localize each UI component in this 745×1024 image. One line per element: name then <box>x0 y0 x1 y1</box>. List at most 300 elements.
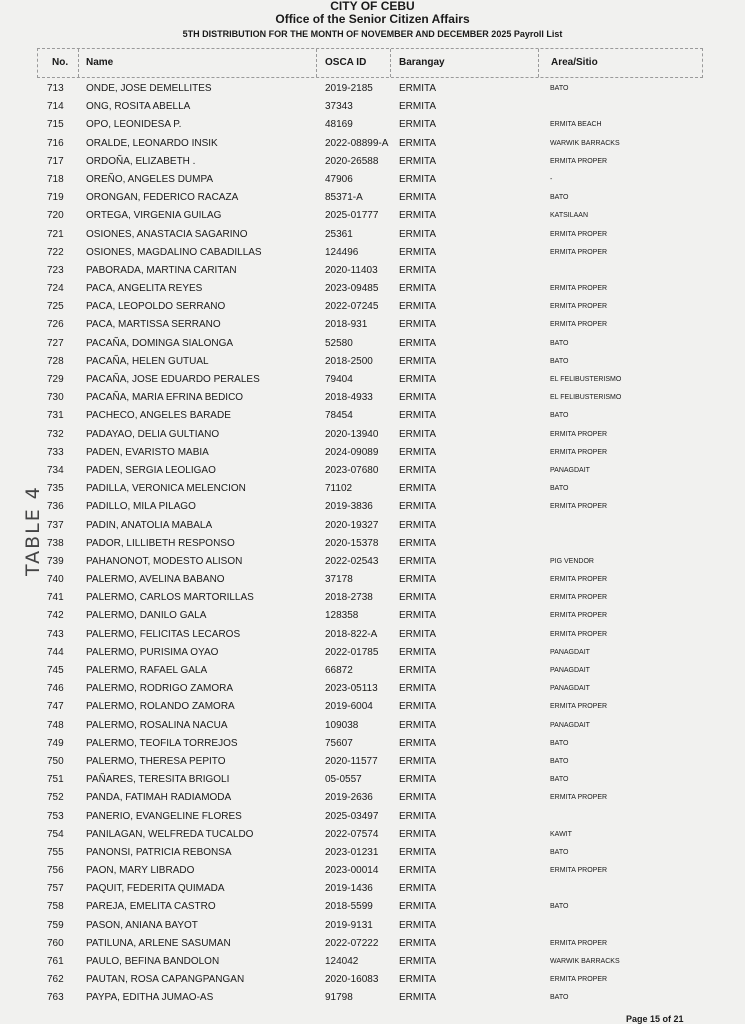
table-row <box>0 280 745 298</box>
office-title: Office of the Senior Citizen Affairs <box>275 12 470 26</box>
senior-name: PACAÑA, MARIA EFRINA BEDICO <box>86 392 244 404</box>
row-number: 755 <box>47 846 64 858</box>
area-sitio: BATO <box>550 357 569 365</box>
area-sitio: EL FELIBUSTERISMO <box>550 394 622 402</box>
table-row <box>0 571 745 589</box>
senior-name: PADILLA, VERONICA MELENCION <box>86 483 246 495</box>
osca-id: 109038 <box>325 719 359 731</box>
column-header-area: Area/Sitio <box>551 57 598 68</box>
barangay: ERMITA <box>399 83 437 94</box>
row-number: 750 <box>47 755 64 767</box>
table-row <box>0 917 745 935</box>
table-row <box>0 426 745 444</box>
osca-id: 2018-5599 <box>325 901 373 913</box>
row-number: 733 <box>47 446 64 458</box>
osca-id: 91798 <box>325 992 353 1004</box>
table-row <box>0 353 745 371</box>
barangay: ERMITA <box>399 937 437 949</box>
area-sitio: - <box>550 175 553 183</box>
document-subtitle: 5TH DISTRIBUTION FOR THE MONTH OF NOVEMBER AND DECEMBER 2025 Payroll List <box>182 29 563 39</box>
column-header-barangay: Barangay <box>399 57 445 68</box>
osca-id: 2022-08899-A <box>325 137 389 149</box>
senior-name: ONDE, JOSE DEMELLITES <box>86 83 212 94</box>
osca-id: 2018-931 <box>325 319 368 331</box>
table-row <box>0 880 745 898</box>
senior-name: ORDOÑA, ELIZABETH . <box>86 155 196 167</box>
row-number: 762 <box>47 974 64 986</box>
senior-name: PANERIO, EVANGELINE FLORES <box>86 810 242 822</box>
table-row <box>0 80 745 98</box>
osca-id: 2023-05113 <box>325 683 378 695</box>
table-row <box>0 498 745 516</box>
area-sitio: ERMITA PROPER <box>550 503 608 511</box>
senior-name: PALERMO, FELICITAS LECAROS <box>86 628 241 640</box>
senior-name: PACA, ANGELITA REYES <box>86 283 203 295</box>
area-sitio: KATSILAAN <box>550 212 588 220</box>
osca-id: 2023-00014 <box>325 865 379 877</box>
table-row <box>0 735 745 753</box>
area-sitio: ERMITA PROPER <box>550 157 608 165</box>
senior-name: PADOR, LILLIBETH RESPONSO <box>86 537 235 549</box>
osca-id: 25361 <box>325 228 353 240</box>
row-number: 757 <box>47 883 64 895</box>
barangay: ERMITA <box>399 337 437 349</box>
senior-name: ORONGAN, FEDERICO RACAZA <box>86 192 239 204</box>
osca-id: 48169 <box>325 119 353 131</box>
osca-id: 2023-07680 <box>325 464 379 476</box>
osca-id: 37343 <box>325 101 353 113</box>
osca-id: 2025-01777 <box>325 210 379 222</box>
table-row <box>0 153 745 171</box>
area-sitio: PANAGDAIT <box>550 466 590 474</box>
table-row <box>0 680 745 698</box>
row-number: 741 <box>47 592 64 604</box>
row-number: 740 <box>47 574 64 586</box>
payroll-table-body <box>0 80 745 1008</box>
row-number: 713 <box>47 83 64 94</box>
table-row <box>0 226 745 244</box>
osca-id: 78454 <box>325 410 353 422</box>
osca-id: 128358 <box>325 610 359 622</box>
area-sitio: ERMITA PROPER <box>550 794 608 802</box>
senior-name: PAQUIT, FEDERITA QUIMADA <box>86 883 225 895</box>
barangay: ERMITA <box>399 173 437 185</box>
table-row <box>0 589 745 607</box>
table-row <box>0 135 745 153</box>
area-sitio: BATO <box>550 339 569 347</box>
barangay: ERMITA <box>399 374 437 385</box>
row-number: 719 <box>47 192 64 204</box>
osca-id: 124042 <box>325 956 359 967</box>
osca-id: 2020-16083 <box>325 974 379 986</box>
row-number: 734 <box>47 464 64 476</box>
barangay: ERMITA <box>399 446 437 458</box>
senior-name: PALERMO, RODRIGO ZAMORA <box>86 683 234 695</box>
senior-name: PADILLO, MILA PILAGO <box>86 501 196 513</box>
table-row <box>0 407 745 425</box>
osca-id: 2022-02543 <box>325 555 379 567</box>
area-sitio: ERMITA PROPER <box>550 430 608 438</box>
barangay: ERMITA <box>399 755 437 767</box>
area-sitio: ERMITA PROPER <box>550 867 608 875</box>
table-row <box>0 898 745 916</box>
area-sitio: BATO <box>550 848 569 856</box>
row-number: 720 <box>47 210 64 222</box>
area-sitio: ERMITA BEACH <box>550 121 602 129</box>
row-number: 743 <box>47 628 64 640</box>
barangay: ERMITA <box>399 865 437 877</box>
osca-id: 2018-2738 <box>325 592 373 604</box>
barangay: ERMITA <box>399 901 437 913</box>
senior-name: PANILAGAN, WELFREDA TUCALDO <box>86 828 254 840</box>
row-number: 749 <box>47 737 64 749</box>
senior-name: PALERMO, AVELINA BABANO <box>86 574 225 586</box>
table-row <box>0 389 745 407</box>
senior-name: ORTEGA, VIRGENIA GUILAG <box>86 210 222 222</box>
senior-name: PALERMO, THERESA PEPITO <box>86 755 226 767</box>
table-row <box>0 262 745 280</box>
senior-name: PACAÑA, DOMINGA SIALONGA <box>86 337 234 349</box>
area-sitio: ERMITA PROPER <box>550 612 608 620</box>
table-row <box>0 553 745 571</box>
table-row <box>0 116 745 134</box>
table-row <box>0 953 745 971</box>
area-sitio: BATO <box>550 412 569 420</box>
senior-name: PATILUNA, ARLENE SASUMAN <box>86 937 231 949</box>
senior-name: PALERMO, DANILO GALA <box>86 610 207 622</box>
area-sitio: ERMITA PROPER <box>550 576 608 584</box>
column-header-no: No. <box>52 57 69 68</box>
row-number: 732 <box>47 428 64 440</box>
senior-name: PAYPA, EDITHA JUMAO-AS <box>86 992 214 1004</box>
barangay: ERMITA <box>399 210 437 222</box>
barangay: ERMITA <box>399 119 437 131</box>
senior-name: ONG, ROSITA ABELLA <box>86 101 191 113</box>
area-sitio: ERMITA PROPER <box>550 939 608 947</box>
osca-id: 2023-09485 <box>325 283 379 295</box>
table-row <box>0 517 745 535</box>
senior-name: PAON, MARY LIBRADO <box>86 865 195 877</box>
table-row <box>0 644 745 662</box>
senior-name: PANDA, FATIMAH RADIAMODA <box>86 792 232 804</box>
osca-id: 2019-2185 <box>325 83 373 94</box>
area-sitio: EL FELIBUSTERISMO <box>550 376 622 383</box>
barangay: ERMITA <box>399 137 437 149</box>
senior-name: OPO, LEONIDESA P. <box>86 119 182 131</box>
row-number: 761 <box>47 956 64 967</box>
osca-id: 2020-11577 <box>325 755 378 767</box>
area-sitio: ERMITA PROPER <box>550 976 608 984</box>
table-row <box>0 662 745 680</box>
table-row <box>0 480 745 498</box>
osca-id: 2025-03497 <box>325 810 379 822</box>
osca-id: 75607 <box>325 737 353 749</box>
table-row <box>0 826 745 844</box>
osca-id: 37178 <box>325 574 353 586</box>
area-sitio: PANAGDAIT <box>550 685 590 693</box>
row-number: 760 <box>47 937 64 949</box>
row-number: 745 <box>47 665 64 676</box>
barangay: ERMITA <box>399 355 437 367</box>
senior-name: PALERMO, ROSALINA NACUA <box>86 719 228 731</box>
osca-id: 2023-01231 <box>325 846 379 858</box>
barangay: ERMITA <box>399 956 437 967</box>
area-sitio: BATO <box>550 903 569 911</box>
senior-name: PACA, LEOPOLDO SERRANO <box>86 301 226 313</box>
area-sitio: KAWIT <box>550 830 572 838</box>
area-sitio: BATO <box>550 994 569 1002</box>
senior-name: PALERMO, CARLOS MARTORILLAS <box>86 592 254 604</box>
barangay: ERMITA <box>399 628 437 640</box>
senior-name: PALERMO, PURISIMA OYAO <box>86 646 219 658</box>
row-number: 746 <box>47 683 64 695</box>
barangay: ERMITA <box>399 483 437 495</box>
table-row <box>0 244 745 262</box>
barangay: ERMITA <box>399 774 437 786</box>
barangay: ERMITA <box>399 792 437 804</box>
osca-id: 71102 <box>325 483 353 495</box>
osca-id: 2020-11403 <box>325 264 378 276</box>
row-number: 738 <box>47 537 64 549</box>
osca-id: 2019-3836 <box>325 501 373 513</box>
table-row <box>0 371 745 389</box>
barangay: ERMITA <box>399 846 437 858</box>
senior-name: PASON, ANIANA BAYOT <box>86 919 198 931</box>
row-number: 718 <box>47 173 64 185</box>
barangay: ERMITA <box>399 264 437 276</box>
senior-name: PADIN, ANATOLIA MABALA <box>86 519 213 531</box>
osca-id: 05-0557 <box>325 774 362 786</box>
osca-id: 2022-07574 <box>325 828 379 840</box>
barangay: ERMITA <box>399 228 437 240</box>
senior-name: PAHANONOT, MODESTO ALISON <box>86 555 243 567</box>
row-number: 747 <box>47 701 64 713</box>
column-header-osca-id: OSCA ID <box>325 57 367 68</box>
row-number: 729 <box>47 374 64 385</box>
senior-name: PACAÑA, HELEN GUTUAL <box>86 355 209 367</box>
area-sitio: WARWIK BARRACKS <box>550 958 620 965</box>
osca-id: 124496 <box>325 246 359 258</box>
area-sitio: WARWIK BARRACKS <box>550 139 620 147</box>
barangay: ERMITA <box>399 155 437 167</box>
table-row <box>0 789 745 807</box>
area-sitio: ERMITA PROPER <box>550 303 608 311</box>
senior-name: OSIONES, ANASTACIA SAGARINO <box>86 228 248 240</box>
row-number: 744 <box>47 646 64 658</box>
senior-name: PADEN, SERGIA LEOLIGAO <box>86 464 216 476</box>
barangay: ERMITA <box>399 537 437 549</box>
row-number: 754 <box>47 828 64 840</box>
area-sitio: PANAGDAIT <box>550 667 590 674</box>
table-row <box>0 171 745 189</box>
table-row <box>0 753 745 771</box>
row-number: 742 <box>47 610 64 622</box>
row-number: 763 <box>47 992 64 1004</box>
area-sitio: BATO <box>550 485 569 493</box>
row-number: 728 <box>47 355 64 367</box>
table-row <box>0 207 745 225</box>
table-row <box>0 444 745 462</box>
row-number: 721 <box>47 228 64 240</box>
barangay: ERMITA <box>399 828 437 840</box>
row-number: 725 <box>47 301 64 313</box>
barangay: ERMITA <box>399 701 437 713</box>
senior-name: OREÑO, ANGELES DUMPA <box>86 173 214 185</box>
area-sitio: BATO <box>550 85 569 92</box>
table-row <box>0 808 745 826</box>
svg-text:TABLE 4: TABLE 4 <box>22 485 44 576</box>
osca-id: 2019-1436 <box>325 883 373 895</box>
area-sitio: ERMITA PROPER <box>550 285 608 293</box>
table-row <box>0 935 745 953</box>
row-number: 722 <box>47 246 64 258</box>
row-number: 737 <box>47 519 64 531</box>
row-number: 735 <box>47 483 64 495</box>
osca-id: 79404 <box>325 374 353 385</box>
senior-name: PAUTAN, ROSA CAPANGPANGAN <box>86 974 245 986</box>
table-row <box>0 989 745 1007</box>
barangay: ERMITA <box>399 992 437 1004</box>
row-number: 736 <box>47 501 64 513</box>
table-row <box>0 771 745 789</box>
barangay: ERMITA <box>399 919 437 931</box>
table-row <box>0 844 745 862</box>
senior-name: PAULO, BEFINA BANDOLON <box>86 956 220 967</box>
area-sitio: BATO <box>550 739 569 747</box>
row-number: 724 <box>47 283 64 295</box>
barangay: ERMITA <box>399 392 437 404</box>
table-row <box>0 717 745 735</box>
senior-name: PANONSI, PATRICIA REBONSA <box>86 846 232 858</box>
osca-id: 2020-13940 <box>325 428 379 440</box>
barangay: ERMITA <box>399 683 437 695</box>
row-number: 723 <box>47 264 64 276</box>
table-row <box>0 316 745 334</box>
barangay: ERMITA <box>399 410 437 422</box>
page-number: Page 15 of 21 <box>626 1014 684 1024</box>
osca-id: 2018-4933 <box>325 392 373 404</box>
row-number: 727 <box>47 337 64 349</box>
row-number: 756 <box>47 865 64 877</box>
senior-name: PABORADA, MARTINA CARITAN <box>86 264 237 276</box>
table-row <box>0 607 745 625</box>
area-sitio: ERMITA PROPER <box>550 703 608 711</box>
handwritten-table-note <box>3 480 63 580</box>
table-row <box>0 335 745 353</box>
row-number: 726 <box>47 319 64 331</box>
row-number: 715 <box>47 119 64 131</box>
barangay: ERMITA <box>399 737 437 749</box>
osca-id: 2022-07245 <box>325 301 379 313</box>
table-row <box>0 535 745 553</box>
osca-id: 2024-09089 <box>325 446 379 458</box>
area-sitio: ERMITA PROPER <box>550 230 608 238</box>
senior-name: PALERMO, RAFAEL GALA <box>86 665 208 676</box>
row-number: 752 <box>47 792 64 804</box>
table-row <box>0 971 745 989</box>
barangay: ERMITA <box>399 646 437 658</box>
table-row <box>0 698 745 716</box>
osca-id: 2020-26588 <box>325 155 379 167</box>
column-header-name: Name <box>86 57 114 68</box>
area-sitio: BATO <box>550 194 569 202</box>
senior-name: ORALDE, LEONARDO INSIK <box>86 137 218 149</box>
barangay: ERMITA <box>399 555 437 567</box>
area-sitio: BATO <box>550 757 569 765</box>
osca-id: 2018-2500 <box>325 355 373 367</box>
table-header <box>37 48 703 78</box>
barangay: ERMITA <box>399 810 437 822</box>
barangay: ERMITA <box>399 283 437 295</box>
row-number: 730 <box>47 392 64 404</box>
row-number: 731 <box>47 410 64 422</box>
osca-id: 2019-6004 <box>325 701 373 713</box>
table-row <box>0 462 745 480</box>
table-row <box>0 298 745 316</box>
barangay: ERMITA <box>399 428 437 440</box>
osca-id: 85371-A <box>325 192 363 204</box>
row-number: 739 <box>47 555 64 567</box>
barangay: ERMITA <box>399 464 437 476</box>
osca-id: 2022-07222 <box>325 937 379 949</box>
barangay: ERMITA <box>399 665 437 676</box>
osca-id: 2018-822-A <box>325 628 378 640</box>
senior-name: PACAÑA, JOSE EDUARDO PERALES <box>86 374 260 385</box>
senior-name: PALERMO, TEOFILA TORREJOS <box>86 737 238 749</box>
osca-id: 52580 <box>325 337 353 349</box>
barangay: ERMITA <box>399 610 437 622</box>
barangay: ERMITA <box>399 574 437 586</box>
osca-id: 2019-9131 <box>325 919 373 931</box>
osca-id: 2020-15378 <box>325 537 379 549</box>
senior-name: PACHECO, ANGELES BARADE <box>86 410 231 422</box>
row-number: 748 <box>47 719 64 731</box>
row-number: 758 <box>47 901 64 913</box>
area-sitio: PANAGDAIT <box>550 721 590 729</box>
row-number: 753 <box>47 810 64 822</box>
barangay: ERMITA <box>399 719 437 731</box>
senior-name: OSIONES, MAGDALINO CABADILLAS <box>86 246 262 258</box>
osca-id: 2022-01785 <box>325 646 379 658</box>
osca-id: 47906 <box>325 173 353 185</box>
barangay: ERMITA <box>399 592 437 604</box>
city-title: CITY OF CEBU <box>330 0 415 13</box>
barangay: ERMITA <box>399 883 437 895</box>
row-number: 714 <box>47 101 64 113</box>
row-number: 759 <box>47 919 64 931</box>
row-number: 751 <box>47 774 64 786</box>
barangay: ERMITA <box>399 301 437 313</box>
barangay: ERMITA <box>399 101 437 113</box>
barangay: ERMITA <box>399 501 437 513</box>
senior-name: PALERMO, ROLANDO ZAMORA <box>86 701 235 713</box>
area-sitio: BATO <box>550 776 569 784</box>
osca-id: 66872 <box>325 665 353 676</box>
senior-name: PADAYAO, DELIA GULTIANO <box>86 428 220 440</box>
area-sitio: ERMITA PROPER <box>550 448 608 456</box>
senior-name: PAREJA, EMELITA CASTRO <box>86 901 216 913</box>
senior-name: PAÑARES, TERESITA BRIGOLI <box>86 774 230 786</box>
barangay: ERMITA <box>399 246 437 258</box>
table-row <box>0 626 745 644</box>
area-sitio: ERMITA PROPER <box>550 630 608 638</box>
table-row <box>0 189 745 207</box>
barangay: ERMITA <box>399 519 437 531</box>
barangay: ERMITA <box>399 974 437 986</box>
barangay: ERMITA <box>399 319 437 331</box>
barangay: ERMITA <box>399 192 437 204</box>
row-number: 716 <box>47 137 64 149</box>
